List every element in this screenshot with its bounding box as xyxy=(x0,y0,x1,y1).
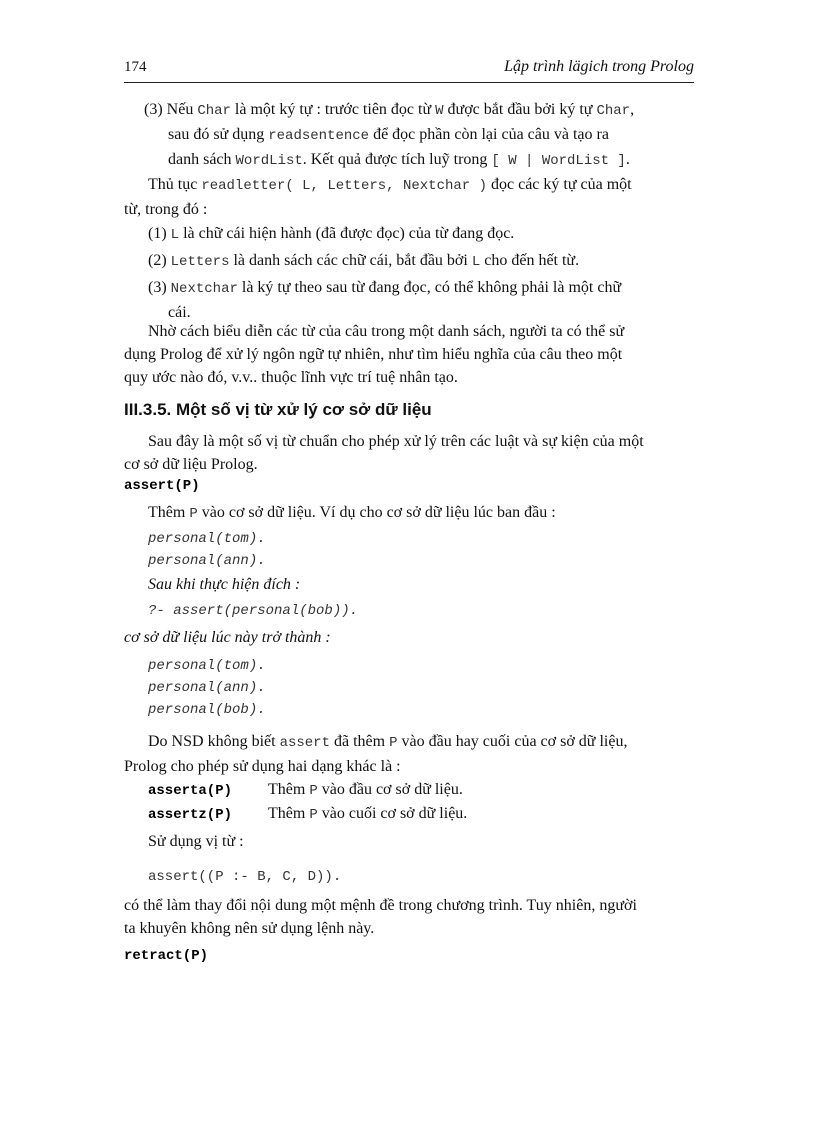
retract-signature: retract(P) xyxy=(124,948,209,964)
rl-item-1: (1) L là chữ cái hiện hành (đã được đọc) của từ đang đọc. xyxy=(148,225,515,243)
code-personal-tom: personal(tom). xyxy=(148,531,266,547)
page-number: 174 xyxy=(124,59,147,75)
assertz-row: assertz(P) Thêm P vào cuối cơ sở dữ liệu. xyxy=(148,805,468,823)
code-goal: ?- assert(personal(bob)). xyxy=(148,603,359,619)
readletter-paragraph xyxy=(124,173,694,221)
after-goal-text: Sau khi thực hiện đích : xyxy=(148,576,301,593)
running-header xyxy=(124,56,694,83)
rl-item-2: (2) Letters là danh sách các chữ cái, bắt đầu bởi L cho đến hết từ. xyxy=(148,252,580,270)
nlp-paragraph: Nhờ cách biểu diễn các từ của câu trong một danh sách, người ta có thể sử dụng Prolog để xử lý ngôn ngữ tự nhiên, như tìm hiểu nghĩa của câu theo một quy ước nào đó, v.v.. thuộc lĩnh vực trí tuệ nhân tạo. xyxy=(124,323,625,386)
code-result-ann: personal(ann). xyxy=(148,680,266,696)
code-result-bob: personal(bob). xyxy=(148,702,266,718)
item-3-line-3: danh sách WordList. Kết quả được tích luỹ trong [ W | WordList ]. xyxy=(168,151,630,169)
asserta-row: asserta(P) Thêm P vào đầu cơ sở dữ liệu. xyxy=(148,781,463,799)
usage-code: assert((P :- B, C, D)). xyxy=(148,869,342,885)
code-personal-ann: personal(ann). xyxy=(148,553,266,569)
readletter-line-1: Thủ tục readletter( L, Letters, Nextchar ) đọc các ký tự của một xyxy=(148,176,632,194)
rl-item-3: (3) Nextchar là ký tự theo sau từ đang đọc, có thể không phải là một chữ xyxy=(148,279,622,297)
usage-paragraph: có thể làm thay đổi nội dung một mệnh đề trong chương trình. Tuy nhiên, người ta khuyên không nên sử dụng lệnh này. xyxy=(124,897,637,937)
usage-intro: Sử dụng vị từ : xyxy=(148,833,244,850)
intro-paragraph: Sau đây là một số vị từ chuẩn cho phép xử lý trên các luật và sự kiện của một cơ sở dữ liệu Prolog. xyxy=(124,433,644,473)
running-title: Lập trình lägich trong Prolog xyxy=(504,58,694,75)
becomes-text: cơ sở dữ liệu lúc này trở thành : xyxy=(124,629,331,646)
item-3-line-2: sau đó sử dụng readsentence để đọc phần còn lại của câu và tạo ra xyxy=(168,126,609,144)
item-3-line-1: (3) Nếu Char là một ký tự : trước tiên đọc từ W được bắt đầu bởi ký tự Char, xyxy=(144,101,635,119)
nsd-paragraph: Do NSD không biết assert đã thêm P vào đầu hay cuối của cơ sở dữ liệu, Prolog cho phép sử dụng hai dạng khác là : xyxy=(124,733,628,775)
readletter-line-2: từ, trong đó : xyxy=(124,201,208,218)
assert-description: Thêm P vào cơ sở dữ liệu. Ví dụ cho cơ sở dữ liệu lúc ban đầu : xyxy=(148,504,556,522)
item-3-paragraph xyxy=(124,98,694,173)
section-heading: III.3.5. Một số vị từ xử lý cơ sở dữ liệu xyxy=(124,400,432,419)
rl-item-3-cont: cái. xyxy=(168,304,191,321)
code-result-tom: personal(tom). xyxy=(148,658,266,674)
assert-signature: assert(P) xyxy=(124,478,200,494)
readletter-items xyxy=(124,222,694,324)
